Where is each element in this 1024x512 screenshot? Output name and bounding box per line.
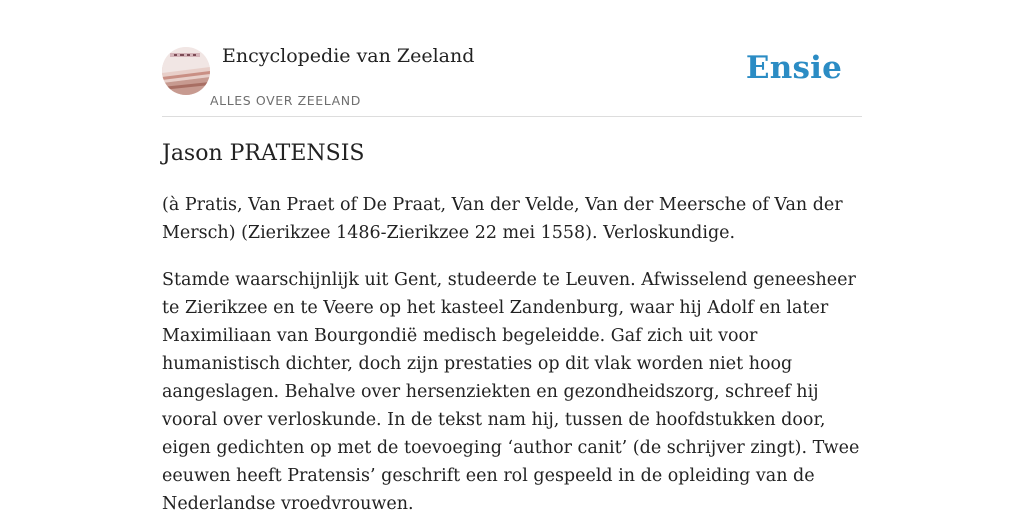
site-title[interactable]: Encyclopedie van Zeeland: [222, 45, 475, 67]
site-subtitle: ALLES OVER ZEELAND: [210, 93, 361, 108]
book-image-icon: [162, 47, 210, 95]
article: [162, 138, 862, 512]
encyclopedia-logo-avatar[interactable]: [162, 47, 210, 95]
article-paragraph: Stamde waarschijnlijk uit Gent, studeerde te Leuven. Afwisselend geneesheer te Zierikzee en te Veere op het kasteel Zandenburg, waar hij Adolf en later Maximiliaan van Bourgondië medisch begeleidde. Gaf zich uit voor humanistisch dichter, doch zijn prestaties op dit vlak worden niet hoog aangeslagen. Behalve over hersenziekten en gezondheidszorg, schreef hij vooral over verloskunde. In de tekst nam hij, tussen de hoofdstukken door, eigen gedichten op met de toevoeging ‘author canit’ (de schrijver zingt). Twee eeuwen heeft Pratensis’ geschrift een rol gespeeld in de opleiding van de Nederlandse vroedvrouwen.: [162, 270, 860, 512]
site-header: [162, 0, 862, 117]
ensie-brand-logo[interactable]: Ensie: [745, 50, 842, 86]
article-paragraph: (à Pratis, Van Praet of De Praat, Van der Velde, Van der Meersche of Van der Mersch) (Zierikzee 1486-Zierikzee 22 mei 1558). Verloskundige.: [162, 195, 843, 243]
article-title: Jason PRATENSIS: [162, 141, 365, 166]
